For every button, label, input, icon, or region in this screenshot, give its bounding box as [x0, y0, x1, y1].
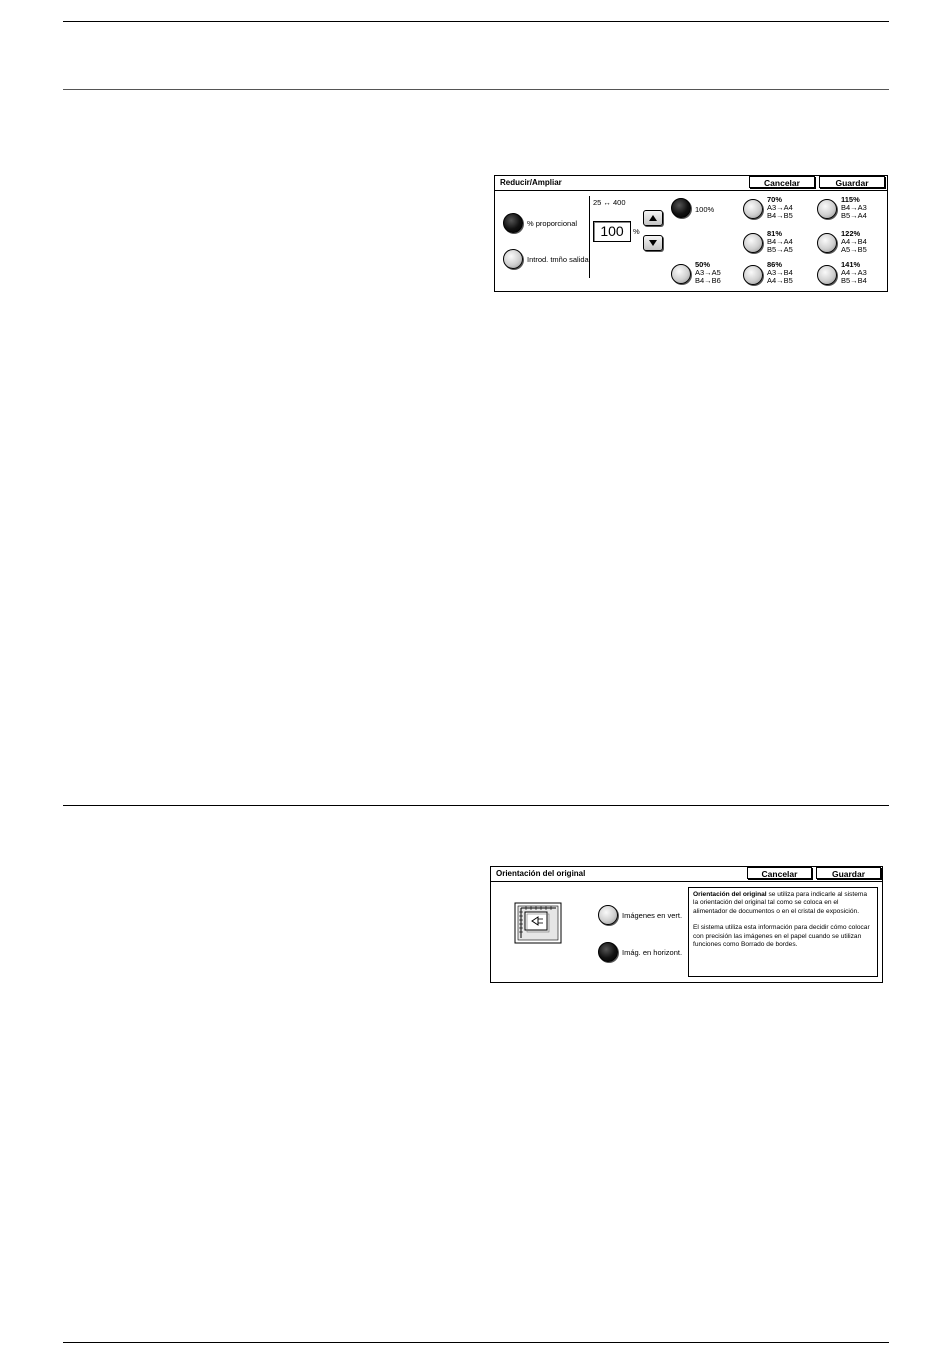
info-paragraph-2: El sistema utiliza esta información para decidir cómo colocar con precisión las imágenes en el papel cuando se utilizan funciones como Borrado de bordes. — [693, 924, 870, 949]
mode-separator — [589, 196, 590, 278]
radio-button-icon — [743, 199, 763, 219]
section-rule — [63, 805, 889, 806]
info-paragraph-1: Orientación del original se utiliza para indicarle al sistema la orientación del original tal como se coloca en el alimentador de documentos o en el cristal de exposición. — [693, 891, 868, 915]
percent-sign: % — [633, 227, 640, 236]
radio-button-icon — [598, 942, 618, 962]
orientation-info-box — [688, 887, 878, 977]
radio-button-icon — [671, 264, 691, 284]
bottom-rule — [63, 1342, 889, 1343]
range-label: 25 ↔ 400 — [593, 198, 626, 207]
save-button[interactable]: Guardar — [819, 176, 885, 188]
orientation-title: Orientación del original — [496, 869, 586, 878]
arrow-down-icon — [649, 240, 657, 246]
radio-button-icon — [503, 213, 523, 233]
preset-122-label: 122% A4→B4 A5→B5 — [841, 229, 867, 254]
radio-button-icon — [743, 265, 763, 285]
preset-100-label: 100% — [695, 205, 715, 214]
decrease-button[interactable] — [643, 235, 663, 251]
radio-button-icon — [817, 199, 837, 219]
header-rule — [63, 89, 889, 90]
top-rule — [63, 21, 889, 22]
reduce-enlarge-titlebar — [495, 176, 887, 191]
radio-button-icon — [743, 233, 763, 253]
radio-button-icon — [503, 249, 523, 269]
option-vertical-label: Imágenes en vert. — [622, 911, 683, 920]
preset-81-label: 81% B4→A4 B5→A5 — [767, 229, 793, 254]
original-orientation-icon — [514, 902, 562, 944]
percent-value-field[interactable]: 100 — [593, 221, 631, 242]
increase-button[interactable] — [643, 210, 663, 226]
radio-button-icon — [817, 265, 837, 285]
orientation-panel — [490, 866, 883, 983]
preset-70-label: 70% A3→A4 B4→B5 — [767, 195, 793, 220]
mode-proportional-label: % proporcional — [527, 219, 578, 228]
radio-button-icon — [817, 233, 837, 253]
preset-141-label: 141% A4→A3 B5→B4 — [841, 260, 867, 285]
radio-button-icon — [598, 905, 618, 925]
radio-button-icon — [671, 198, 691, 218]
reduce-enlarge-panel — [494, 175, 888, 292]
arrow-up-icon — [649, 215, 657, 221]
preset-86-label: 86% A3→B4 A4→B5 — [767, 260, 793, 285]
cancel-button[interactable]: Cancelar — [749, 176, 815, 188]
save-button[interactable]: Guardar — [816, 867, 881, 879]
mode-output-size-label: Introd. tmño salida — [527, 255, 589, 264]
preset-50-label: 50% A3→A5 B4→B6 — [695, 260, 721, 285]
option-horizontal-label: Imág. en horizont. — [622, 948, 683, 957]
orientation-titlebar — [491, 867, 882, 882]
reduce-enlarge-title: Reducir/Ampliar — [500, 178, 562, 187]
cancel-button[interactable]: Cancelar — [747, 867, 812, 879]
preset-115-label: 115% B4→A3 B5→A4 — [841, 195, 867, 220]
